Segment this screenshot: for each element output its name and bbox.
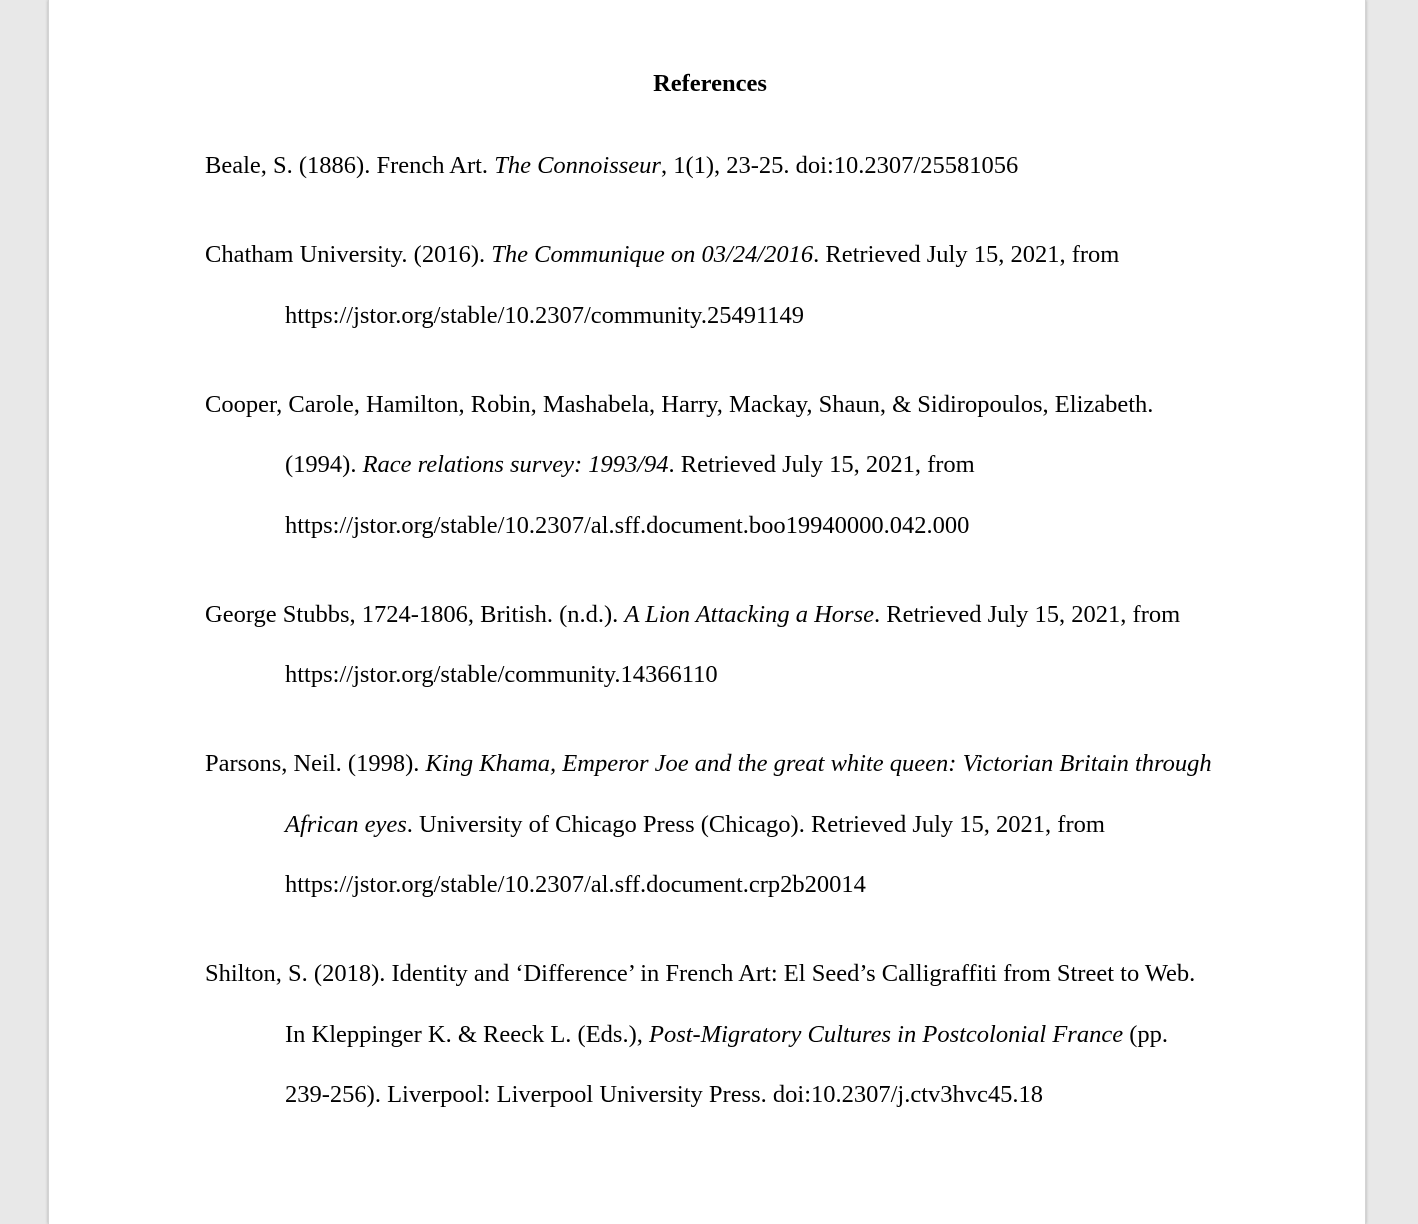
reference-entry xyxy=(205,225,1215,346)
reference-text: Beale, S. (1886). French Art. xyxy=(205,152,495,179)
reference-details: . University of Chicago Press (Chicago). Retrieved July 15, 2021, from https://jstor.org/stable/10.2307/al.sff.document.crp2b20014 xyxy=(285,810,1105,898)
reference-text: Shilton, S. (2018). Identity and ‘Difference’ in French Art: El Seed’s Calligraffiti from Street to Web. In Kleppinger K. & Reeck L. (Eds.), xyxy=(205,960,1196,1048)
reference-source-title: A Lion Attacking a Horse xyxy=(624,600,874,628)
page-title: References xyxy=(653,70,767,97)
reference-text: Cooper, Carole, Hamilton, Robin, Mashabela, Harry, Mackay, Shaun, & Sidiropoulos, Elizabeth. (1994). xyxy=(205,390,1154,478)
reference-source-title: Race relations survey: 1993/94 xyxy=(362,451,669,478)
reference-entry xyxy=(205,734,1215,916)
reference-text: Parsons, Neil. (1998). xyxy=(205,750,426,777)
references-content xyxy=(205,62,1215,1126)
reference-details: (pp. 239-256). Liverpool: Liverpool University Press. doi:10.2307/j.ctv3hvc45.18 xyxy=(285,1020,1168,1108)
reference-entry xyxy=(205,585,1215,706)
reference-details: . Retrieved July 15, 2021, from https://jstor.org/stable/10.2307/community.25491149 xyxy=(285,241,1120,329)
reference-details: . Retrieved July 15, 2021, from https://jstor.org/stable/10.2307/al.sff.document.boo19940000.042.000 xyxy=(285,451,975,539)
reference-details: , 1(1), 23-25. doi:10.2307/25581056 xyxy=(660,152,1019,179)
reference-entry xyxy=(205,136,1215,197)
reference-source-title: King Khama, Emperor Joe and the great white queen: Victorian Britain through African eyes xyxy=(285,750,1212,838)
reference-details: . Retrieved July 15, 2021, from https://jstor.org/stable/community.14366110 xyxy=(285,600,1181,688)
reference-source-title: The Communique on 03/24/2016 xyxy=(491,241,814,268)
reference-source-title: Post-Migratory Cultures in Postcolonial France xyxy=(649,1020,1124,1048)
reference-text: Chatham University. (2016). xyxy=(205,241,492,268)
document-page xyxy=(48,0,1366,1224)
reference-entry xyxy=(205,375,1215,557)
reference-entry xyxy=(205,944,1215,1126)
reference-text: George Stubbs, 1724-1806, British. (n.d.). xyxy=(205,600,625,628)
reference-source-title: The Connoisseur xyxy=(494,152,661,179)
